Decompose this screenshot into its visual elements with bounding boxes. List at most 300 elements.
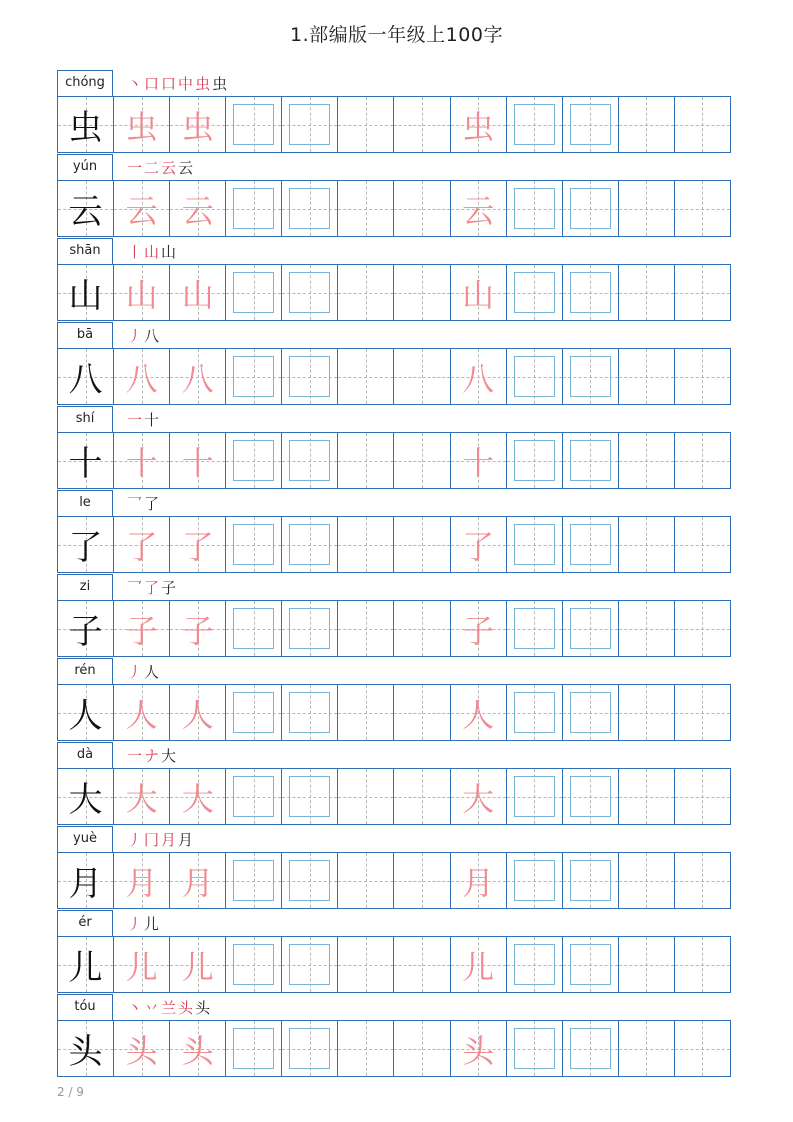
empty-cell[interactable] — [338, 517, 394, 572]
trace-character: 十 — [462, 443, 495, 482]
stroke-step: 山 — [144, 243, 160, 261]
pinyin-label: rén — [57, 658, 113, 684]
trace-character: 了 — [181, 527, 214, 566]
stroke-step: 了 — [144, 579, 160, 597]
practice-cell[interactable] — [563, 517, 619, 572]
practice-cell[interactable] — [563, 349, 619, 404]
empty-cell[interactable] — [619, 433, 675, 488]
trace-character: 头 — [462, 1031, 495, 1070]
trace-character: 云 — [125, 191, 158, 230]
practice-cell[interactable] — [226, 265, 282, 320]
stroke-step: 兰 — [161, 999, 177, 1017]
model-character-cell — [58, 265, 114, 320]
trace-character-cell — [451, 685, 507, 740]
practice-box — [570, 1028, 611, 1069]
model-character-cell — [58, 937, 114, 992]
pinyin-label: le — [57, 490, 113, 516]
trace-character-cell — [451, 601, 507, 656]
trace-character: 月 — [125, 863, 158, 902]
stroke-order — [127, 408, 161, 432]
trace-character-cell — [114, 433, 170, 488]
trace-character-cell — [170, 181, 226, 236]
stroke-order — [127, 240, 178, 264]
practice-box — [570, 524, 611, 565]
model-character: 儿 — [68, 948, 103, 988]
practice-box — [233, 356, 274, 397]
practice-cell[interactable] — [507, 97, 563, 152]
empty-cell[interactable] — [619, 937, 675, 992]
empty-cell[interactable] — [675, 517, 731, 572]
trace-character: 八 — [125, 359, 158, 398]
practice-box — [514, 524, 555, 565]
trace-character: 山 — [462, 275, 495, 314]
empty-cell[interactable] — [338, 853, 394, 908]
tian-grid — [57, 264, 731, 321]
practice-box — [289, 776, 330, 817]
practice-cell[interactable] — [563, 853, 619, 908]
trace-character: 儿 — [125, 947, 158, 986]
trace-character: 子 — [462, 611, 495, 650]
empty-cell[interactable] — [675, 349, 731, 404]
empty-cell[interactable] — [338, 181, 394, 236]
practice-cell[interactable] — [563, 937, 619, 992]
trace-character-cell — [170, 601, 226, 656]
empty-cell[interactable] — [338, 685, 394, 740]
page-number: 2 / 9 — [57, 1085, 84, 1099]
trace-character-cell — [114, 1021, 170, 1076]
tian-grid — [57, 432, 731, 489]
pinyin-label: ér — [57, 910, 113, 936]
empty-cell[interactable] — [675, 685, 731, 740]
trace-character: 头 — [181, 1031, 214, 1070]
practice-cell[interactable] — [507, 769, 563, 824]
trace-character-cell — [170, 1021, 226, 1076]
practice-cell[interactable] — [282, 937, 338, 992]
trace-character-cell — [451, 97, 507, 152]
trace-character: 大 — [462, 779, 495, 818]
trace-character: 头 — [125, 1031, 158, 1070]
practice-cell[interactable] — [282, 769, 338, 824]
model-character-cell — [58, 433, 114, 488]
model-character: 子 — [68, 612, 103, 652]
practice-box — [289, 272, 330, 313]
empty-cell[interactable] — [394, 265, 450, 320]
empty-cell[interactable] — [675, 601, 731, 656]
practice-cell[interactable] — [563, 685, 619, 740]
empty-cell[interactable] — [394, 181, 450, 236]
empty-cell[interactable] — [675, 853, 731, 908]
practice-cell[interactable] — [282, 265, 338, 320]
practice-box — [289, 188, 330, 229]
practice-cell[interactable] — [226, 937, 282, 992]
empty-cell[interactable] — [338, 349, 394, 404]
trace-character: 虫 — [462, 107, 495, 146]
practice-box — [233, 692, 274, 733]
stroke-order — [127, 996, 212, 1020]
practice-box — [289, 524, 330, 565]
practice-cell[interactable] — [563, 601, 619, 656]
empty-cell[interactable] — [394, 97, 450, 152]
practice-box — [514, 272, 555, 313]
stroke-step: 八 — [144, 327, 160, 345]
empty-cell[interactable] — [619, 517, 675, 572]
empty-cell[interactable] — [619, 349, 675, 404]
practice-cell[interactable] — [282, 601, 338, 656]
stroke-step: 二 — [144, 159, 160, 177]
practice-cell[interactable] — [507, 265, 563, 320]
stroke-step: 头 — [195, 999, 211, 1017]
practice-box — [514, 440, 555, 481]
trace-character-cell — [451, 853, 507, 908]
tian-grid — [57, 180, 731, 237]
trace-character: 人 — [181, 695, 214, 734]
practice-cell[interactable] — [282, 853, 338, 908]
practice-cell[interactable] — [226, 517, 282, 572]
trace-character: 十 — [125, 443, 158, 482]
model-character-cell — [58, 97, 114, 152]
practice-box — [570, 776, 611, 817]
practice-cell[interactable] — [507, 1021, 563, 1076]
model-character: 大 — [68, 780, 103, 820]
trace-character-cell — [170, 685, 226, 740]
practice-box — [514, 608, 555, 649]
empty-cell[interactable] — [394, 349, 450, 404]
character-row — [57, 994, 731, 1078]
tian-grid — [57, 600, 731, 657]
model-character-cell — [58, 181, 114, 236]
stroke-order — [127, 660, 161, 684]
trace-character-cell — [114, 265, 170, 320]
tian-grid — [57, 96, 731, 153]
empty-cell[interactable] — [338, 97, 394, 152]
practice-cell[interactable] — [226, 601, 282, 656]
empty-cell[interactable] — [619, 685, 675, 740]
trace-character: 虫 — [125, 107, 158, 146]
model-character-cell — [58, 1021, 114, 1076]
trace-character-cell — [170, 769, 226, 824]
empty-cell[interactable] — [619, 181, 675, 236]
empty-cell[interactable] — [675, 265, 731, 320]
character-row — [57, 658, 731, 742]
stroke-order — [127, 156, 195, 180]
practice-box — [570, 944, 611, 985]
stroke-step: 人 — [144, 663, 160, 681]
character-row — [57, 826, 731, 910]
trace-character: 山 — [125, 275, 158, 314]
character-row — [57, 574, 731, 658]
stroke-step: 儿 — [144, 915, 160, 933]
trace-character-cell — [170, 853, 226, 908]
empty-cell[interactable] — [675, 181, 731, 236]
practice-cell[interactable] — [282, 433, 338, 488]
trace-character: 十 — [181, 443, 214, 482]
practice-box — [233, 1028, 274, 1069]
model-character: 虫 — [68, 108, 103, 148]
trace-character: 云 — [462, 191, 495, 230]
trace-character-cell — [114, 517, 170, 572]
practice-box — [570, 608, 611, 649]
tian-grid — [57, 852, 731, 909]
tian-grid — [57, 348, 731, 405]
practice-cell[interactable] — [507, 853, 563, 908]
character-row — [57, 322, 731, 406]
empty-cell[interactable] — [338, 265, 394, 320]
trace-character: 大 — [181, 779, 214, 818]
empty-cell[interactable] — [675, 769, 731, 824]
stroke-step: 虫 — [195, 75, 211, 93]
practice-box — [289, 104, 330, 145]
empty-cell[interactable] — [675, 433, 731, 488]
empty-cell[interactable] — [338, 1021, 394, 1076]
trace-character-cell — [114, 853, 170, 908]
empty-cell[interactable] — [394, 937, 450, 992]
stroke-step: 口 — [144, 75, 160, 93]
trace-character-cell — [114, 769, 170, 824]
trace-character: 人 — [125, 695, 158, 734]
practice-box — [233, 272, 274, 313]
trace-character-cell — [170, 265, 226, 320]
stroke-step: 冂 — [144, 831, 160, 849]
pinyin-label: chóng — [57, 70, 113, 96]
practice-box — [514, 944, 555, 985]
empty-cell[interactable] — [675, 937, 731, 992]
pinyin-label: yún — [57, 154, 113, 180]
empty-cell[interactable] — [675, 97, 731, 152]
practice-cell[interactable] — [282, 97, 338, 152]
practice-box — [233, 776, 274, 817]
stroke-order — [127, 492, 161, 516]
practice-cell[interactable] — [226, 97, 282, 152]
trace-character: 月 — [462, 863, 495, 902]
practice-box — [570, 104, 611, 145]
trace-character: 了 — [462, 527, 495, 566]
practice-cell[interactable] — [226, 685, 282, 740]
empty-cell[interactable] — [619, 601, 675, 656]
practice-box — [514, 356, 555, 397]
pinyin-label: shí — [57, 406, 113, 432]
empty-cell[interactable] — [394, 601, 450, 656]
stroke-step: 丷 — [144, 999, 160, 1017]
stroke-step: 十 — [144, 411, 160, 429]
practice-cell[interactable] — [226, 1021, 282, 1076]
empty-cell[interactable] — [675, 1021, 731, 1076]
trace-character-cell — [170, 937, 226, 992]
trace-character: 八 — [462, 359, 495, 398]
practice-box — [233, 860, 274, 901]
model-character: 山 — [68, 276, 103, 316]
trace-character-cell — [114, 601, 170, 656]
practice-cell[interactable] — [282, 517, 338, 572]
empty-cell[interactable] — [338, 937, 394, 992]
empty-cell[interactable] — [394, 1021, 450, 1076]
tian-grid — [57, 516, 731, 573]
model-character-cell — [58, 685, 114, 740]
model-character-cell — [58, 349, 114, 404]
trace-character-cell — [114, 685, 170, 740]
practice-box — [514, 776, 555, 817]
practice-cell[interactable] — [507, 517, 563, 572]
stroke-step: 丿 — [127, 831, 143, 849]
practice-cell[interactable] — [563, 433, 619, 488]
trace-character: 大 — [125, 779, 158, 818]
trace-character: 了 — [125, 527, 158, 566]
practice-cell[interactable] — [507, 601, 563, 656]
stroke-step: 丿 — [127, 915, 143, 933]
stroke-order — [127, 828, 195, 852]
empty-cell[interactable] — [338, 769, 394, 824]
practice-box — [570, 188, 611, 229]
trace-character-cell — [451, 769, 507, 824]
empty-cell[interactable] — [394, 517, 450, 572]
model-character-cell — [58, 517, 114, 572]
stroke-step: ナ — [144, 747, 160, 765]
practice-box — [514, 188, 555, 229]
trace-character-cell — [114, 349, 170, 404]
character-row — [57, 238, 731, 322]
writing-sheet — [57, 70, 731, 1078]
practice-cell[interactable] — [282, 1021, 338, 1076]
stroke-step: 丶 — [127, 75, 143, 93]
trace-character-cell — [170, 349, 226, 404]
trace-character-cell — [451, 1021, 507, 1076]
pinyin-label: yuè — [57, 826, 113, 852]
trace-character-cell — [451, 937, 507, 992]
practice-cell[interactable] — [282, 685, 338, 740]
practice-cell[interactable] — [507, 181, 563, 236]
model-character: 人 — [68, 696, 103, 736]
stroke-step: 丶 — [127, 999, 143, 1017]
practice-cell[interactable] — [563, 1021, 619, 1076]
stroke-step: 子 — [161, 579, 177, 597]
stroke-step: 虫 — [212, 75, 228, 93]
stroke-order — [127, 744, 178, 768]
stroke-step: 中 — [178, 75, 194, 93]
trace-character: 人 — [462, 695, 495, 734]
tian-grid — [57, 768, 731, 825]
empty-cell[interactable] — [394, 685, 450, 740]
stroke-step: 月 — [161, 831, 177, 849]
pinyin-label: dà — [57, 742, 113, 768]
practice-box — [570, 860, 611, 901]
stroke-order — [127, 912, 161, 936]
practice-cell[interactable] — [282, 181, 338, 236]
practice-cell[interactable] — [563, 97, 619, 152]
stroke-step: 头 — [178, 999, 194, 1017]
character-row — [57, 910, 731, 994]
practice-cell[interactable] — [563, 265, 619, 320]
empty-cell[interactable] — [619, 97, 675, 152]
practice-cell[interactable] — [226, 349, 282, 404]
character-row — [57, 154, 731, 238]
trace-character-cell — [451, 433, 507, 488]
empty-cell[interactable] — [338, 433, 394, 488]
practice-cell[interactable] — [507, 685, 563, 740]
practice-box — [233, 608, 274, 649]
model-character: 头 — [68, 1032, 103, 1072]
practice-box — [233, 944, 274, 985]
practice-box — [289, 440, 330, 481]
practice-box — [514, 1028, 555, 1069]
stroke-step: 乛 — [127, 579, 143, 597]
practice-cell[interactable] — [507, 433, 563, 488]
practice-box — [233, 524, 274, 565]
page-title: 1.部编版一年级上100字 — [290, 24, 503, 46]
stroke-step: 一 — [127, 159, 143, 177]
practice-cell[interactable] — [226, 181, 282, 236]
empty-cell[interactable] — [619, 769, 675, 824]
tian-grid — [57, 936, 731, 993]
trace-character: 儿 — [462, 947, 495, 986]
trace-character-cell — [451, 181, 507, 236]
practice-cell[interactable] — [226, 853, 282, 908]
model-character: 了 — [68, 528, 103, 568]
trace-character: 子 — [181, 611, 214, 650]
trace-character: 虫 — [181, 107, 214, 146]
model-character: 云 — [68, 192, 103, 232]
practice-box — [289, 692, 330, 733]
trace-character-cell — [451, 265, 507, 320]
practice-cell[interactable] — [507, 937, 563, 992]
trace-character: 月 — [181, 863, 214, 902]
practice-box — [570, 440, 611, 481]
empty-cell[interactable] — [394, 769, 450, 824]
stroke-order — [127, 324, 161, 348]
practice-cell[interactable] — [563, 769, 619, 824]
practice-cell[interactable] — [226, 769, 282, 824]
character-row — [57, 490, 731, 574]
practice-box — [289, 608, 330, 649]
empty-cell[interactable] — [394, 433, 450, 488]
trace-character-cell — [114, 181, 170, 236]
stroke-step: 丨 — [127, 243, 143, 261]
trace-character-cell — [170, 97, 226, 152]
empty-cell[interactable] — [619, 853, 675, 908]
practice-box — [233, 188, 274, 229]
practice-box — [570, 272, 611, 313]
model-character: 八 — [68, 360, 103, 400]
model-character-cell — [58, 601, 114, 656]
empty-cell[interactable] — [338, 601, 394, 656]
model-character-cell — [58, 853, 114, 908]
empty-cell[interactable] — [619, 1021, 675, 1076]
practice-box — [570, 692, 611, 733]
stroke-step: 山 — [161, 243, 177, 261]
trace-character: 儿 — [181, 947, 214, 986]
stroke-step: 乛 — [127, 495, 143, 513]
practice-cell[interactable] — [507, 349, 563, 404]
empty-cell[interactable] — [394, 853, 450, 908]
stroke-step: 一 — [127, 411, 143, 429]
stroke-step: 大 — [161, 747, 177, 765]
trace-character: 子 — [125, 611, 158, 650]
trace-character: 山 — [181, 275, 214, 314]
empty-cell[interactable] — [619, 265, 675, 320]
stroke-step: 月 — [178, 831, 194, 849]
trace-character-cell — [451, 349, 507, 404]
pinyin-label: bā — [57, 322, 113, 348]
trace-character-cell — [170, 517, 226, 572]
trace-character: 八 — [181, 359, 214, 398]
practice-box — [289, 1028, 330, 1069]
practice-box — [289, 356, 330, 397]
trace-character-cell — [170, 433, 226, 488]
practice-cell[interactable] — [563, 181, 619, 236]
practice-cell[interactable] — [282, 349, 338, 404]
practice-cell[interactable] — [226, 433, 282, 488]
stroke-step: 口 — [161, 75, 177, 93]
stroke-order — [127, 576, 178, 600]
stroke-step: 云 — [178, 159, 194, 177]
